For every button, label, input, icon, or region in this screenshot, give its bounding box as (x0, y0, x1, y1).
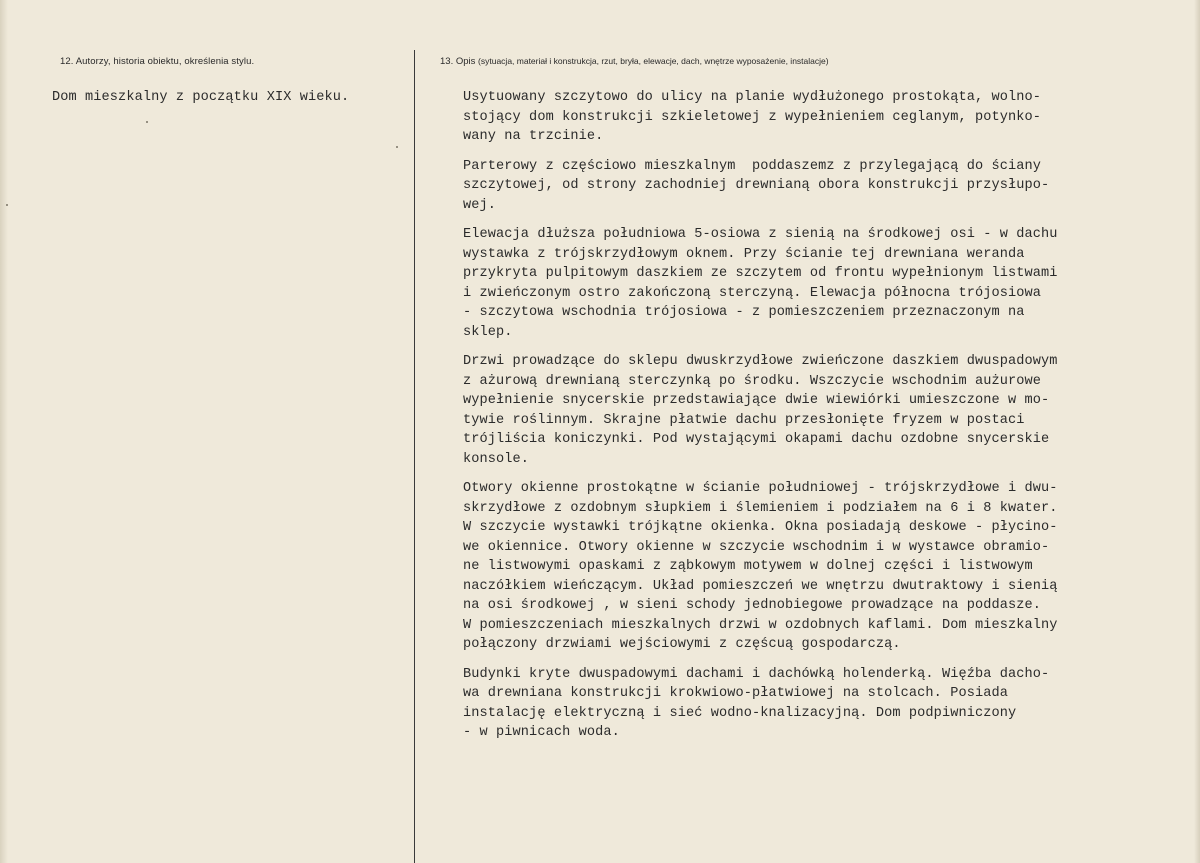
description-line: stojący dom konstrukcji szkieletowej z wypełnieniem ceglanym, potynko- (463, 109, 1042, 125)
description-line: z ażurową drewnianą sterczynką po środku. Wszczycie wschodnim aużurowe (463, 373, 1042, 389)
description-line: W pomieszczeniach mieszkalnych drzwi w ozdobnych kaflami. Dom mieszkalny (463, 617, 1058, 633)
section-13-header (440, 56, 829, 67)
description-line: Parterowy z częściowo mieszkalnym poddaszemz z przylegającą do ściany (463, 158, 1042, 174)
section-12-label: 12. Autorzy, historia obiektu, określenia stylu. (60, 56, 255, 67)
section-13-hint: (sytuacja, materiał i konstrukcja, rzut, bryła, elewacje, dach, wnętrze wyposażenie, instalacje) (478, 56, 829, 66)
description-line: wej. (463, 197, 497, 213)
paper-right-edge (1194, 0, 1200, 863)
description-line: we okiennice. Otwory okienne w szczycie wschodnim i w wystawce obramio- (463, 539, 1050, 555)
description-line: sklep. (463, 324, 513, 340)
description-line: tywie roślinnym. Skrajne płatwie dachu przesłonięte fryzem w postaci (463, 412, 1025, 428)
style-history-text (52, 88, 349, 108)
description-paragraph (463, 88, 1183, 147)
description-paragraph (463, 479, 1183, 655)
description-line: Drzwi prowadzące do sklepu dwuskrzydłowe zwieńczone daszkiem dwuspadowym (463, 354, 1058, 369)
description-line: instalację elektryczną i sieć wodno-knalizacyjną. Dom podpiwniczony (463, 705, 1017, 721)
description-line: Otwory okienne prostokątne w ścianie południowej - trójskrzydłowe i dwu- (463, 481, 1058, 496)
paper-speck (6, 204, 8, 206)
description-text (463, 88, 1183, 753)
section-13-label: 13. Opis (440, 56, 476, 67)
description-line: wa drewniana konstrukcji krokwiowo-płatwiowej na stolcach. Posiada (463, 686, 1008, 701)
description-line: wypełnienie snycerskie przedstawiające dwie wiewiórki umieszczone w mo- (463, 393, 1050, 408)
description-line: przykryta pulpitowym daszkiem ze szczytem od frontu wypełnionym listwami (463, 266, 1058, 281)
description-line: W szczycie wystawki trójkątne okienka. Okna posiadają deskowe - płycino- (463, 520, 1058, 535)
column-divider (414, 50, 415, 863)
style-history-line: Dom mieszkalny z początku XIX wieku. (52, 90, 350, 105)
description-line: Budynki kryte dwuspadowymi dachami i dachówką holenderką. Więźba dacho- (463, 666, 1050, 682)
description-line: Elewacja dłuższa południowa 5-osiowa z sienią na środkowej osi - w dachu (463, 227, 1058, 242)
paper-speck (146, 121, 148, 123)
description-line: połączony drzwiami wejściowymi z częścuą gospodarczą. (463, 637, 901, 652)
description-line: na osi środkowej , w sieni schody jednobiegowe prowadzące na poddasze. (463, 598, 1042, 613)
description-line: wystawka z trójskrzydłowym oknem. Przy ścianie tej drewniana weranda (463, 246, 1025, 262)
paper-speck (396, 146, 398, 148)
description-paragraph (463, 352, 1183, 469)
paper-left-edge (0, 0, 8, 863)
description-line: i zwieńczonym ostro zakończoną sterczyną. Elewacja północna trójosiowa (463, 285, 1042, 301)
description-line: trójliścia koniczynki. Pod wystającymi okapami dachu ozdobne snycerskie (463, 432, 1050, 447)
description-line: wany na trzcinie. (463, 129, 604, 144)
description-paragraph (463, 665, 1183, 743)
description-line: Usytuowany szczytowo do ulicy na planie wydłużonego prostokąta, wolno- (463, 90, 1042, 105)
description-line: naczółkiem wieńczącym. Układ pomieszczeń we wnętrzu dwutraktowy i sienią (463, 578, 1058, 594)
description-line: skrzydłowe z ozdobnym słupkiem i ślemieniem i podziałem na 6 i 8 kwater. (463, 500, 1058, 516)
description-paragraph (463, 225, 1183, 342)
description-paragraph (463, 157, 1183, 216)
description-line: konsole. (463, 451, 530, 467)
section-12-header (60, 56, 254, 67)
description-line: - w piwnicach woda. (463, 725, 620, 740)
description-line: szczytowej, od strony zachodniej drewnianą obora konstrukcji przysłupo- (463, 178, 1050, 193)
description-line: - szczytowa wschodnia trójosiowa - z pomieszczeniem przeznaczonym na (463, 305, 1025, 320)
description-line: ne listwowymi opaskami z ząbkowym motywem w dolnej części i listwowym (463, 559, 1033, 574)
